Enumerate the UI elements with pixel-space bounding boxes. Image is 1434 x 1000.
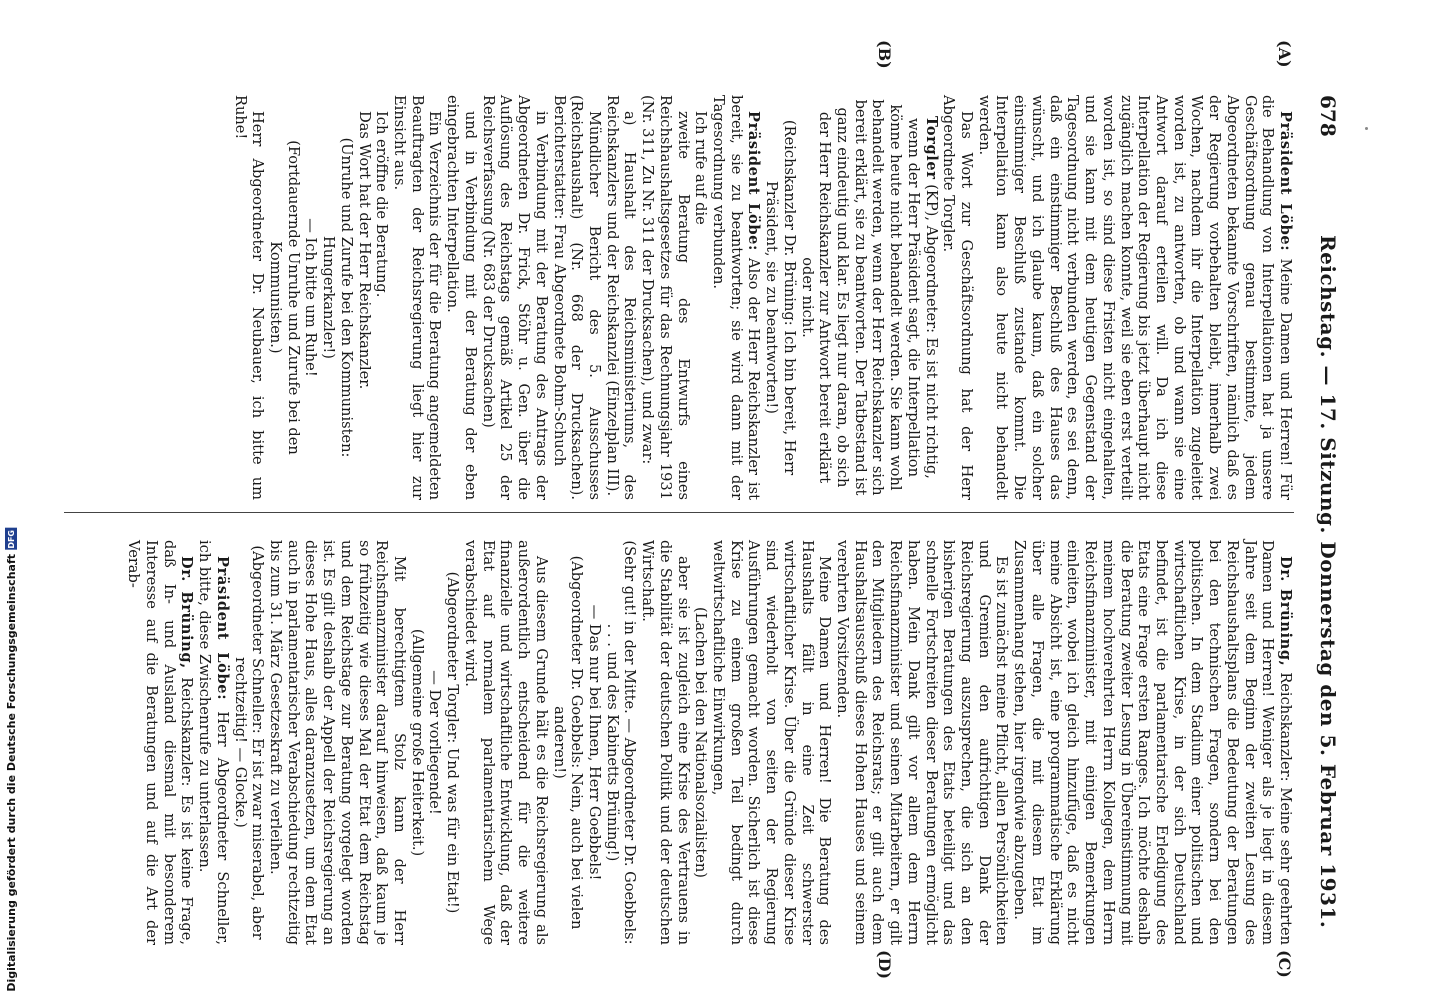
paragraph xyxy=(195,540,230,945)
speaker-name: Torgler xyxy=(922,116,940,180)
paragraph xyxy=(231,540,266,945)
speaker-name: Dr. Brüning, xyxy=(1277,556,1294,667)
margin-mark-b: (B) xyxy=(875,40,894,69)
paragraph-text: Mündlicher Bericht des 5. Ausschusses (Reichshaushalt) (Nr. 668 der Drucksachen). Berichterstatter: Frau Abgeordnete Bohm-Schuch xyxy=(550,95,603,500)
speaker-name: Dr. Brüning, xyxy=(178,556,196,669)
digitization-footer xyxy=(5,528,18,992)
paragraph-text: Reichskanzler: Es ist keine Frage, daß In- und Ausland diesmal mit besonderem Interesse auf die Beratungen und auf die Art der Verab- xyxy=(125,540,196,945)
paragraph-text: (Reichskanzler Dr. Brüning: Ich bin bereit, Herr Präsident, sie zu beantworten!) xyxy=(763,119,798,476)
paragraph-text: in Verbindung mit der Beratung des Antrags der Abgeordneten Dr. Frick, Stöhr u. Gen. über die Auflösung des Reichstags gemäß Artikel 25 der Reichsverfassung (Nr. 683 der Drucksachen) xyxy=(479,95,550,500)
paragraph xyxy=(762,95,797,500)
page-header xyxy=(1306,95,1346,945)
speaker-name: Präsident Löbe: xyxy=(745,111,763,252)
paragraph xyxy=(692,540,710,945)
paragraph xyxy=(355,95,373,500)
paragraph-text: aber sie ist zugleich eine Krise des Vertrauens in die Stabilität der deutschen Politik und der deutschen Wirtschaft. xyxy=(639,540,692,945)
paragraph xyxy=(390,95,443,500)
paragraph-text: Aus diesem Grunde hält es die Reichsregierung als außerordentlich entscheidend für die weitere finanzielle und wirtschaftliche Entwicklung, daß der Etat auf normalem parlamentarischem Wege verabschiedet wird. xyxy=(461,540,550,945)
paragraph xyxy=(603,540,638,945)
paragraph xyxy=(461,540,550,945)
paragraph-text: (Unruhe und Zurufe bei den Kommunisten: Hungerkanzler!) xyxy=(320,137,355,458)
paragraph xyxy=(550,95,603,500)
paragraph xyxy=(603,95,638,500)
paragraph xyxy=(638,540,691,945)
paragraph-text: Herr Abgeordneter Schneller, ich bitte, diese Zwischenrufe zu unterlassen. xyxy=(196,540,231,946)
paragraph-text: Meine Damen und Herren! Die Beratung des Haushalts fällt in eine Zeit schwerster wirtschaftlicher Krise. Über die Gründe dieser Krise sind wiederholt von seiten der Regierung Ausführungen gemacht worden. Sicherlich ist diese Krise zu einem großen Teil bedingt durch weltwirtschaftliche Einwirkungen, xyxy=(710,540,834,945)
paragraph-text: (Fortdauernde Unruhe und Zurufe bei den Kommunisten.) xyxy=(267,140,302,455)
paragraph-text: — Das nur bei Ihnen, Herr Goebbels! xyxy=(585,604,603,881)
paragraph-text: und in Verbindung mit der Beratung der eben eingebrachten Interpellation. xyxy=(444,95,479,500)
paragraph xyxy=(266,540,408,945)
paragraph-text: Es ist zunächst meine Pflicht, allen Persönlichkeiten und Gremien den aufrichtigen Dank der Reichsregierung auszusprechen, die sich an den bisherigen Beratungen des Etats beteiligt und das schnelle Fortschreiten dieser Beratungen ermöglicht haben. Mein Dank gilt vor allem dem Herrn Reichsfinanzminister und seinen Mitarbeitern, er gilt den Mitgliedern des Reichsrats; er gilt auch dem Haushaltsausschuß dieses Hohen Hauses und seinem verehrten Vorsitzenden. xyxy=(834,540,1011,945)
paragraph-text: — Der vorliegende! xyxy=(426,670,444,815)
left-column xyxy=(231,95,1294,500)
paragraph xyxy=(444,95,479,500)
paragraph xyxy=(319,95,354,500)
paragraph xyxy=(585,540,603,945)
margin-mark-c: (C) xyxy=(1275,950,1294,978)
paragraph xyxy=(426,540,444,945)
right-column xyxy=(125,540,1294,945)
paragraph xyxy=(709,540,833,945)
paragraph xyxy=(1011,540,1295,945)
margin-mark-d: (D) xyxy=(875,950,894,980)
paragraph xyxy=(975,95,1294,500)
paragraph-text: (Abgeordneter Dr. Goebbels: Nein, auch bei vielen anderen!) xyxy=(550,555,586,930)
paragraph xyxy=(408,540,426,945)
paragraph xyxy=(302,95,320,500)
paragraph-text: (Abgeordneter Torgler: Und was für ein Etat!) xyxy=(444,571,462,914)
paragraph-text: Ich eröffne die Beratung. xyxy=(373,111,391,298)
paragraph xyxy=(373,95,391,500)
paragraph-text: (Allgemeine große Heiterkeit.) xyxy=(408,628,426,857)
paragraph xyxy=(550,540,585,945)
paragraph xyxy=(940,95,975,500)
margin-mark-a: (A) xyxy=(1275,40,1294,68)
dfg-credit-text: Digitalisierung gefördert durch die Deutsche Forschungsgemeinschaft xyxy=(5,554,18,992)
paragraph xyxy=(125,540,196,945)
paragraph-text: Ein Verzeichnis der für die Beratung angemeldeten Beauftragten der Reichsregierung liegt hier zur Einsicht aus. xyxy=(391,95,444,500)
paragraph xyxy=(798,95,940,500)
dfg-logo: DFG xyxy=(7,530,16,549)
paragraph-text: zweite Beratung des Entwurfs eines Reichshaushaltsgesetzes für das Rechnungsjahr 1931 (Nr. 311, Zu Nr. 311 der Drucksachen), und zwar: xyxy=(639,95,692,500)
paragraph xyxy=(444,540,462,945)
paragraph xyxy=(266,95,301,500)
paragraph xyxy=(833,540,1010,945)
paragraph-text: Das Wort hat der Herr Reichskanzler. xyxy=(355,111,373,390)
paragraph-text: (Lachen bei den Nationalsozialisten) xyxy=(692,607,710,878)
running-title: Reichstag. — 17. Sitzung. Donnerstag den 5. Februar 1931. xyxy=(1316,235,1340,929)
paragraph-text: Mit berechtigtem Stolz kann der Herr Reichsfinanzminister darauf hinweisen, daß kaum je so frühzeitig wie dieses Mal der Etat dem Reichstag und dem Reichstage zur Beratung vorgelegt worden ist. Es gilt deshalb der Appell der Reichsregierung an dieses Hohe Haus, alles daranzusetzen, um dem Etat auch in parlamentarischer Verabschiedung rechtzeitig bis zum 31. März Gesetzeskraft zu verleihen. xyxy=(267,540,409,945)
paragraph-text: Herr Abgeordneter Dr. Neubauer, ich bitte um Ruhe! xyxy=(231,95,267,500)
column-divider xyxy=(64,512,1294,513)
paragraph-text: (KP), Abgeordneter: Es ist nicht richtig, wenn der Herr Präsident sagt, die Interpellation könne heute nicht behandelt werden. Sie kann wohl behandelt werden, wenn der Herr Reichskanzler sich bereit erklärt, sie zu beantworten. Der Tatbestand ist ganz eindeutig und klar. Es liegt nur daran, ob sich der Herr Reichskanzler zur Antwort bereit erklärt oder nicht. xyxy=(798,99,940,496)
paragraph xyxy=(638,95,691,500)
paragraph xyxy=(692,95,710,500)
paragraph xyxy=(709,95,762,500)
paragraph-text: Reichskanzler: Meine sehr geehrten Damen und Herren! Weniger als je liegt in diesem Jahre seit dem Beginn der zweiten Lesung des Reichshaushaltsplans die Bedeutung der Beratungen bei den technischen Fragen, sondern bei den politischen. In dem Stadium einer politischen und wirtschaftlichen Krise, in der sich Deutschland befindet, ist die parlamentarische Erledigung des Etats eine Frage ersten Ranges. Ich möchte deshalb die Beratung zweiter Lesung in Übereinstimmung mit meinem hochverehrten Herrn Kollegen, dem Herrn Reichsfinanzminister, mit einigen Bemerkungen einleiten, wobei ich gleich hinzufüge, daß es nicht meine Absicht ist, eine programmatische Erklärung über alle Fragen, die mit diesem Etat im Zusammenhang stehen, hier irgendwie abzugeben. xyxy=(1011,540,1294,945)
paragraph-text: Meine Damen und Herren! Für die Behandlung von Interpellationen hat ja unsere Geschäftsordnung genau bestimmte, jedem Abgeordneten bekannte Vorschriften, nämlich daß es der Regierung vorbehalten bleibt, innerhalb zwei Wochen, nachdem ihr die Interpellation zugeleitet worden ist, zu antworten, ob und wann sie eine Antwort darauf erteilen will. Da ich diese Interpellation der Regierung bis jetzt überhaupt nicht zugänglich machen konnte, weil sie eben erst verteilt worden ist, so sind diese Fristen nicht eingehalten, und sie kann mit dem heutigen Gegenstand der Tagesordnung nicht verbunden werden, es sei denn, daß ein einstimmiger Beschluß des Hauses das wünscht, und ich glaube kaum, daß ein solcher einstimmiger Beschluß zustande kommt. Die Interpellation kann also heute nicht behandelt werden. xyxy=(975,95,1294,501)
paragraph xyxy=(479,95,550,500)
paragraph-text: Also der Herr Reichskanzler ist bereit, sie zu beantworten; sie wird dann mit der Tagesordnung verbunden. xyxy=(710,95,763,501)
speaker-name: Präsident Löbe: xyxy=(1277,111,1294,252)
paragraph-text: (Sehr gut! in der Mitte. — Abgeordneter Dr. Goebbels: . . . und des Kabinetts Brüning!) xyxy=(603,540,639,945)
paragraph-text: (Abgeordneter Schneller: Er ist zwar miserabel, aber rechtzeitig! — Glocke.) xyxy=(231,545,267,940)
paragraph xyxy=(231,95,266,500)
scan-speck xyxy=(1365,127,1368,130)
paragraph-text: Ich rufe auf die xyxy=(692,111,710,225)
speaker-name: Präsident Löbe: xyxy=(213,556,231,701)
page-number: 678 xyxy=(1316,95,1340,137)
paragraph-text: Das Wort zur Geschäftsordnung hat der Herr Abgeordnete Torgler. xyxy=(940,95,976,500)
paragraph-text: a) Haushalt des Reichsministeriums, des Reichskanzlers und der Reichskanzlei (Einzelplan III). xyxy=(603,95,639,500)
paragraph-text: — Ich bitte um Ruhe! xyxy=(302,218,320,377)
